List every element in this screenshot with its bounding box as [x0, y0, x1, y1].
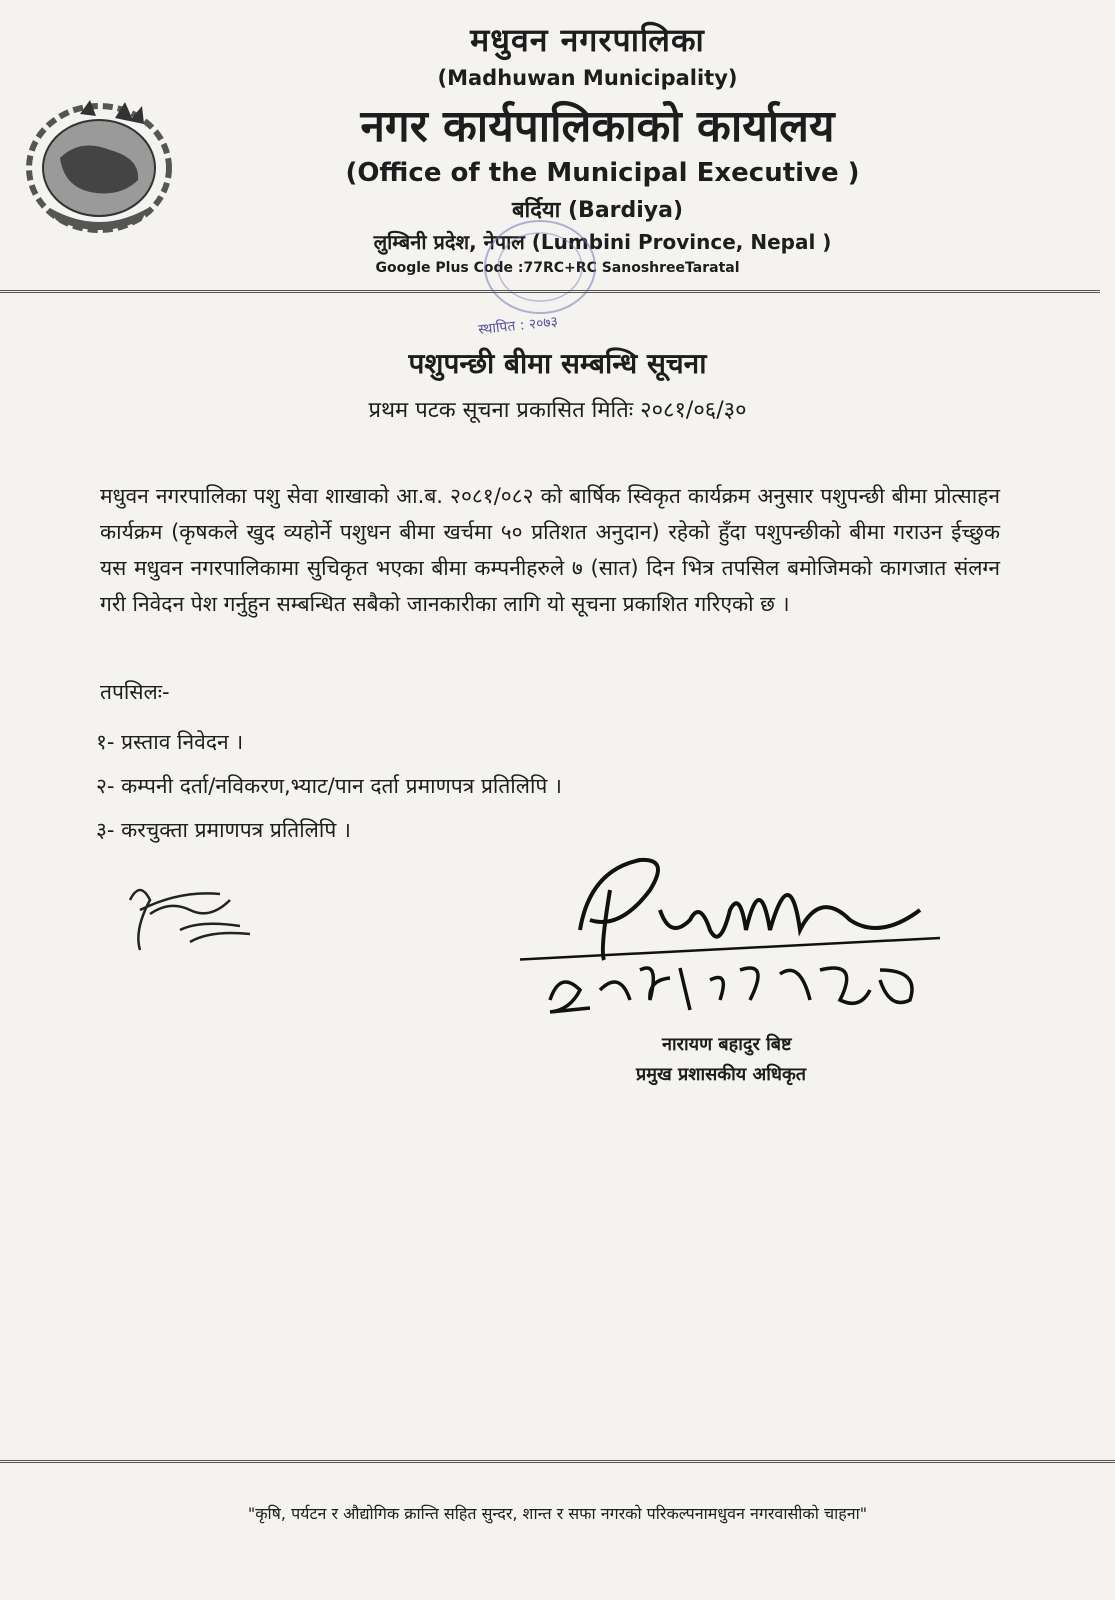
office-name-np: नगर कार्यपालिकाको कार्यालय: [360, 101, 835, 152]
notice-publish-date: प्रथम पटक सूचना प्रकासित मितिः २०८१/०६/३०: [368, 398, 747, 423]
footer-divider: [0, 1460, 1115, 1463]
initials-signature-icon: [120, 870, 270, 970]
notice-body: मधुवन नगरपालिका पशु सेवा शाखाको आ.ब. २०८१/०८२ को बार्षिक स्विकृत कार्यक्रम अनुसार पशुपन्छी बीमा प्रोत्साहन कार्यक्रम (कृषकले खुद व्यहोर्ने पशुधन बीमा खर्चमा ५० प्रतिशत अनुदान) रहेको हुँदा पशुपन्छीको बीमा गराउन ईच्छुक यस मधुवन नगरपालिकामा सुचिकृत भएका बीमा कम्पनीहरुले ७ (सात) दिन भित्र तपसिल बमोजिमको कागजात संलग्न गरी निवेदन पेश गर्नुहुन सम्बन्धित सबैको जानकारीका लागि यो सूचना प्रकाशित गरिएको छ ।: [100, 484, 1000, 616]
signatory-name: नारायण बहादुर बिष्ट: [662, 1034, 792, 1055]
details-heading: तपसिलः-: [100, 680, 170, 704]
signatory-designation: प्रमुख प्रशासकीय अधिकृत: [636, 1064, 807, 1085]
document-list: [96, 720, 562, 852]
municipality-name-np: मधुवन नगरपालिका: [470, 21, 705, 59]
header-divider: [0, 290, 1100, 293]
municipality-name-en: (Madhuwan Municipality): [437, 66, 738, 90]
district-name: बर्दिया (Bardiya): [511, 198, 684, 223]
officer-signature-icon: [520, 850, 960, 1030]
plus-code: Google Plus Code :77RC+RC SanoshreeTaratal: [375, 260, 740, 276]
notice-title: पशुपन्छी बीमा सम्बन्धि सूचना: [408, 347, 707, 380]
stamp-established: स्थापित : २०७३: [477, 313, 559, 339]
province-name: लुम्बिनी प्रदेश, नेपाल (Lumbini Province, Nepal ): [373, 230, 832, 254]
list-item: ३- करचुक्ता प्रमाणपत्र प्रतिलिपि ।: [96, 818, 351, 842]
list-item: १- प्रस्ताव निवेदन ।: [96, 730, 244, 754]
list-item: २- कम्पनी दर्ता/नविकरण,भ्याट/पान दर्ता प्रमाणपत्र प्रतिलिपि ।: [96, 774, 562, 798]
footer-slogan: "कृषि, पर्यटन र औद्योगिक क्रान्ति सहित सुन्दर, शान्त र सफा नगरको परिकल्पनामधुवन नगरवासीको चाहना": [247, 1504, 868, 1523]
office-name-en: (Office of the Municipal Executive ): [345, 158, 860, 188]
